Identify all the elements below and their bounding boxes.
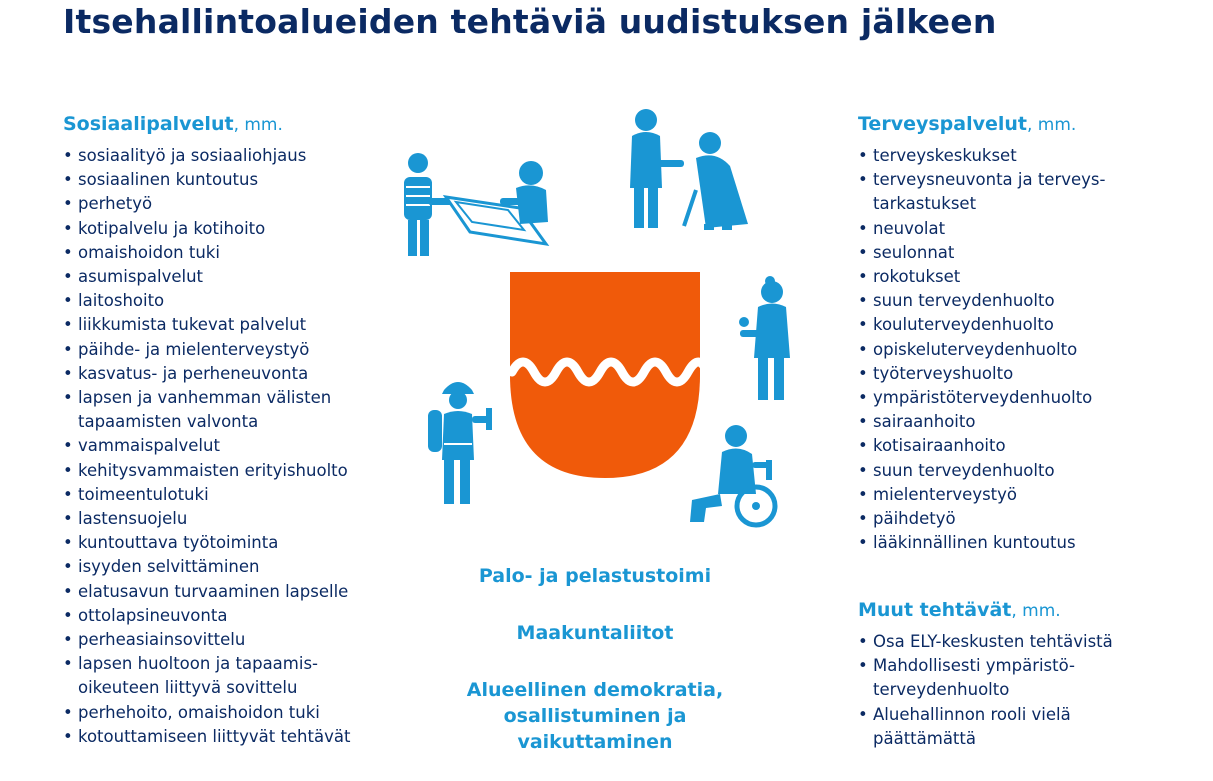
healthcare-worker-icon (739, 276, 790, 400)
regional-shield-icon (510, 272, 707, 478)
social-list-item: • kotouttamiseen liittyvät tehtävät (63, 725, 350, 749)
other-list-item: • Aluehallinnon rooli vielä päättämättä (858, 703, 1113, 751)
health-list-item: • ympäristöterveydenhuolto (858, 386, 1105, 410)
social-list-item: • sosiaalinen kuntoutus (63, 168, 350, 192)
social-heading-suffix: , mm. (233, 115, 283, 135)
social-list-item: • liikkumista tukevat palvelut (63, 313, 350, 337)
social-list-item: • päihde- ja mielenterveystyö (63, 338, 350, 362)
social-list-item: • laitoshoito (63, 289, 350, 313)
health-list-item: • suun terveydenhuolto (858, 289, 1105, 313)
social-list-item: • perhetyö (63, 192, 350, 216)
social-list-item: • sosiaalityö ja sosiaaliohjaus (63, 144, 350, 168)
other-list-item: • Osa ELY-keskusten tehtävistä (858, 630, 1113, 654)
page-title: Itsehallintoalueiden tehtäviä uudistuksen jälkeen (63, 2, 997, 41)
other-heading-text: Muut tehtävät (858, 599, 1012, 621)
social-list-item: • lapsen huoltoon ja tapaamis- oikeuteen liittyvä sovittelu (63, 652, 350, 700)
health-list-item: • terveysneuvonta ja terveys- tarkastukset (858, 168, 1105, 216)
social-list-item: • kehitysvammaisten erityishuolto (63, 459, 350, 483)
health-heading-suffix: , mm. (1027, 115, 1077, 135)
health-list-item: • seulonnat (858, 241, 1105, 265)
social-list-item: • isyyden selvittäminen (63, 555, 350, 579)
health-list-item: • mielenterveystyö (858, 483, 1105, 507)
social-list-item: • elatusavun turvaaminen lapselle (63, 580, 350, 604)
health-list-item: • terveyskeskukset (858, 144, 1105, 168)
wheelchair-user-icon (690, 425, 775, 525)
health-list-item: • opiskeluterveydenhuolto (858, 338, 1105, 362)
other-list-item: • Mahdollisesti ympäristö- terveydenhuolto (858, 654, 1113, 702)
social-list-item: • omaishoidon tuki (63, 241, 350, 265)
health-list-item: • neuvolat (858, 217, 1105, 241)
social-list-item: • lastensuojelu (63, 507, 350, 531)
social-list-item: • toimeentulotuki (63, 483, 350, 507)
social-list-item: • vammaispalvelut (63, 434, 350, 458)
firefighter-icon (428, 382, 492, 504)
social-list-item: • lapsen ja vanhemman välisten tapaamisten valvonta (63, 386, 350, 434)
health-list-item: • rokotukset (858, 265, 1105, 289)
rescue-services-label: Palo- ja pelastustoimi (478, 565, 712, 587)
health-list-item: • kouluterveydenhuolto (858, 313, 1105, 337)
desk-workers-icon (404, 153, 548, 256)
regional-democracy-label: Alueellinen demokratia, osallistuminen ja vaikuttaminen (466, 679, 724, 753)
social-list-item: • asumispalvelut (63, 265, 350, 289)
health-list-item: • suun terveydenhuolto (858, 459, 1105, 483)
social-list-item: • perheasiainsovittelu (63, 628, 350, 652)
elderly-care-icon (630, 109, 748, 230)
health-list-item: • lääkinnällinen kuntoutus (858, 531, 1105, 555)
social-list-item: • ottolapsineuvonta (63, 604, 350, 628)
social-list-item: • kotipalvelu ja kotihoito (63, 217, 350, 241)
health-heading-text: Terveyspalvelut (858, 113, 1027, 135)
social-heading-text: Sosiaalipalvelut (63, 113, 234, 135)
health-list-item: • työterveyshuolto (858, 362, 1105, 386)
social-list-item: • kasvatus- ja perheneuvonta (63, 362, 350, 386)
health-list-item: • sairaanhoito (858, 410, 1105, 434)
health-list-item: • kotisairaanhoito (858, 434, 1105, 458)
social-list-item: • kuntouttava työtoiminta (63, 531, 350, 555)
regional-councils-label: Maakuntaliitot (516, 622, 674, 644)
health-list-item: • päihdetyö (858, 507, 1105, 531)
social-list-item: • perhehoito, omaishoidon tuki (63, 701, 350, 725)
other-heading-suffix: , mm. (1011, 601, 1061, 621)
